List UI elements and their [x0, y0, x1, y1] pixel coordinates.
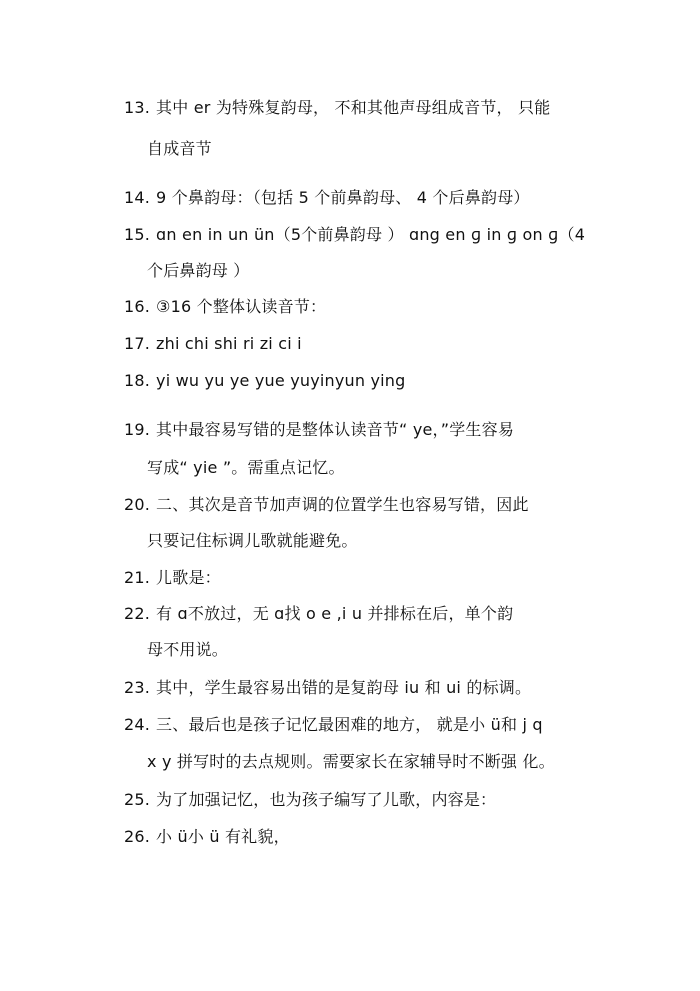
item-text: 其中，学生最容易出错的是复韵母 iu 和 ui 的标调。: [156, 678, 532, 697]
item-number: 23.: [124, 678, 151, 697]
item-21-line-1: [124, 568, 221, 588]
item-20-line-1: [124, 495, 529, 515]
item-13-line-2: 自成音节: [147, 139, 212, 158]
item-text: zhi chi shi ri zi ci i: [156, 334, 302, 353]
item-23-line-1: [124, 678, 531, 698]
item-24-line-1: [124, 715, 543, 735]
item-18-line-1: [124, 371, 406, 391]
item-text: 三、最后也是孩子记忆最困难的地方， 就是小 ü和 j q: [156, 715, 543, 734]
item-number: 26.: [124, 827, 151, 846]
item-text: yi wu yu ye yue yuyinyun ying: [156, 371, 406, 390]
item-number: 19.: [124, 420, 151, 439]
item-text: 儿歌是：: [156, 568, 221, 587]
item-text: 其中 er 为特殊复韵母， 不和其他声母组成音节， 只能: [156, 98, 551, 117]
item-number: 20.: [124, 495, 151, 514]
item-text: 9 个鼻韵母：（包括 5 个前鼻韵母、 4 个后鼻韵母）: [156, 188, 530, 207]
item-number: 21.: [124, 568, 151, 587]
item-13-line-1: [124, 98, 550, 118]
item-number: 22.: [124, 604, 151, 623]
item-text: ③16 个整体认读音节：: [156, 297, 327, 316]
item-number: 15.: [124, 225, 151, 244]
item-number: 24.: [124, 715, 151, 734]
item-number: 25.: [124, 790, 151, 809]
item-19-line-1: [124, 420, 514, 440]
item-text: 有 ɑ不放过，无 ɑ找 o e ,i u 并排标在后，单个韵: [156, 604, 514, 623]
item-17-line-1: [124, 334, 302, 354]
item-15-line-2: 个后鼻韵母 ）: [147, 261, 250, 280]
item-26-line-1: [124, 827, 290, 847]
item-25-line-1: [124, 790, 496, 810]
item-16-line-1: [124, 297, 326, 317]
item-text: 为了加强记忆，也为孩子编写了儿歌，内容是：: [156, 790, 497, 809]
item-text: ɑn en in un ün（5个前鼻韵母 ） ɑng en ɡ in ɡ on ɡ（4: [156, 225, 586, 244]
item-text: 其中最容易写错的是整体认读音节“ ye，”学生容易: [156, 420, 515, 439]
item-text: 二、其次是音节加声调的位置学生也容易写错，因此: [156, 495, 529, 514]
item-text: 小 ü小 ü 有礼貌，: [156, 827, 290, 846]
item-15-line-1: [124, 225, 585, 245]
item-number: 18.: [124, 371, 151, 390]
item-19-line-2: 写成“ yie ”。需重点记忆。: [147, 458, 345, 477]
item-24-line-2: x y 拼写时的去点规则。需要家长在家辅导时不断强 化。: [147, 752, 555, 771]
item-22-line-1: [124, 604, 513, 624]
item-number: 16.: [124, 297, 151, 316]
item-number: 14.: [124, 188, 151, 207]
item-14-line-1: [124, 188, 530, 208]
item-number: 13.: [124, 98, 151, 117]
item-22-line-2: 母不用说。: [147, 640, 229, 659]
item-number: 17.: [124, 334, 151, 353]
item-20-line-2: 只要记住标调儿歌就能避免。: [147, 531, 358, 550]
